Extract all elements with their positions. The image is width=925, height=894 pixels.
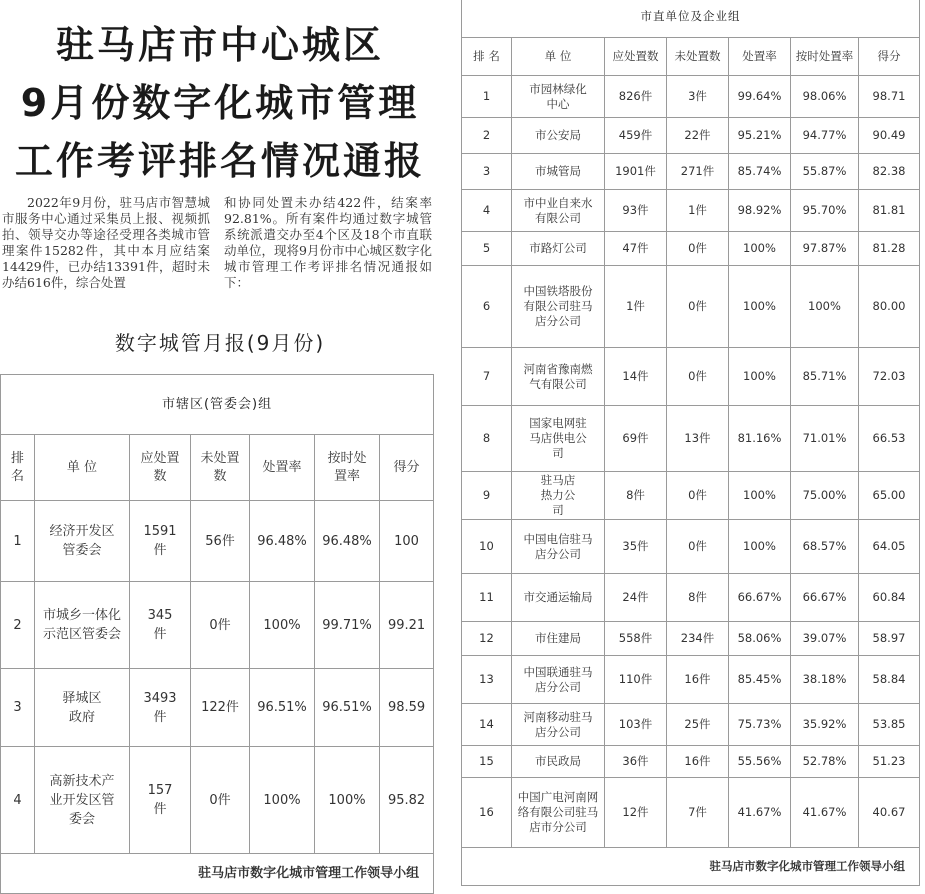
unit-cell: 市公安局 [512, 118, 605, 154]
rate-cell: 95.21% [729, 118, 791, 154]
header-score: 得分 [380, 435, 434, 501]
pending-cell: 16件 [667, 746, 729, 778]
due-cell: 558件 [605, 622, 667, 656]
header-due: 应处置数 [605, 38, 667, 76]
due-cell: 3493件 [130, 669, 191, 747]
score-cell: 95.82 [380, 747, 434, 854]
pending-cell: 13件 [667, 406, 729, 472]
due-cell: 8件 [605, 472, 667, 520]
score-cell: 51.23 [859, 746, 920, 778]
rate-cell: 96.51% [250, 669, 315, 747]
ontime-cell: 96.51% [315, 669, 380, 747]
unit-cell: 市城乡一体化示范区管委会 [35, 582, 130, 669]
table-row [462, 704, 920, 746]
rank-cell: 1 [462, 76, 512, 118]
header-pending: 未处置数 [191, 435, 250, 501]
pending-cell: 0件 [667, 232, 729, 266]
ontime-cell: 95.70% [791, 190, 859, 232]
district-ranking-table [0, 374, 434, 894]
header-rank: 排名 [1, 435, 35, 501]
ontime-cell: 35.92% [791, 704, 859, 746]
unit-cell: 市住建局 [512, 622, 605, 656]
table-row [462, 472, 920, 520]
pending-cell: 0件 [191, 582, 250, 669]
rate-cell: 96.48% [250, 501, 315, 582]
due-cell: 1591件 [130, 501, 191, 582]
table-row [462, 746, 920, 778]
ontime-cell: 94.77% [791, 118, 859, 154]
pending-cell: 0件 [667, 348, 729, 406]
score-cell: 98.71 [859, 76, 920, 118]
intro-column-2: 和协同处置未办结422件，结案率92.81%。所有案件均通过数字城管系统派遣交办至4个区及18个市直联动单位，现将9月份市中心城区数字化城市管理工作考评排名情况通报如下： [224, 195, 432, 290]
header-score: 得分 [859, 38, 920, 76]
headline-line-2: 9月份数字化城市管理 [20, 81, 420, 125]
ontime-cell: 100% [791, 266, 859, 348]
unit-cell: 高新技术产业开发区管委会 [35, 747, 130, 854]
rank-cell: 2 [462, 118, 512, 154]
rate-cell: 85.74% [729, 154, 791, 190]
score-cell: 40.67 [859, 778, 920, 848]
header-due: 应处置数 [130, 435, 191, 501]
pending-cell: 0件 [191, 747, 250, 854]
table-row [462, 520, 920, 574]
score-cell: 72.03 [859, 348, 920, 406]
unit-cell: 市园林绿化中心 [512, 76, 605, 118]
header-rank: 排 名 [462, 38, 512, 76]
unit-cell: 经济开发区管委会 [35, 501, 130, 582]
due-cell: 459件 [605, 118, 667, 154]
table-row [462, 190, 920, 232]
rank-cell: 4 [462, 190, 512, 232]
rate-cell: 66.67% [729, 574, 791, 622]
table-row [462, 778, 920, 848]
rank-cell: 11 [462, 574, 512, 622]
ontime-cell: 98.06% [791, 76, 859, 118]
rank-cell: 10 [462, 520, 512, 574]
rate-cell: 58.06% [729, 622, 791, 656]
pending-cell: 8件 [667, 574, 729, 622]
pending-cell: 0件 [667, 472, 729, 520]
pending-cell: 56件 [191, 501, 250, 582]
unit-cell: 河南移动驻马店分公司 [512, 704, 605, 746]
table-row [1, 582, 434, 669]
header-unit: 单 位 [512, 38, 605, 76]
due-cell: 103件 [605, 704, 667, 746]
ontime-cell: 100% [315, 747, 380, 854]
pending-cell: 1件 [667, 190, 729, 232]
ontime-cell: 97.87% [791, 232, 859, 266]
due-cell: 12件 [605, 778, 667, 848]
table-row [462, 406, 920, 472]
due-cell: 826件 [605, 76, 667, 118]
pending-cell: 16件 [667, 656, 729, 704]
score-cell: 80.00 [859, 266, 920, 348]
header-pending: 未处置数 [667, 38, 729, 76]
ontime-cell: 55.87% [791, 154, 859, 190]
unit-cell: 市中业自来水有限公司 [512, 190, 605, 232]
table-row [462, 266, 920, 348]
rank-cell: 13 [462, 656, 512, 704]
header-rate: 处置率 [250, 435, 315, 501]
pending-cell: 3件 [667, 76, 729, 118]
pending-cell: 0件 [667, 266, 729, 348]
unit-cell: 市路灯公司 [512, 232, 605, 266]
rank-cell: 8 [462, 406, 512, 472]
unit-cell: 中国联通驻马店分公司 [512, 656, 605, 704]
intro-column-1: 2022年9月份，驻马店市智慧城市服务中心通过采集员上报、视频抓拍、领导交办等途径受理各类城市管理案件15282件，其中本月应结案14429件，已办结13391件，超时未办结616件，综合处置 [2, 195, 210, 290]
score-cell: 66.53 [859, 406, 920, 472]
rank-cell: 3 [1, 669, 35, 747]
score-cell: 64.05 [859, 520, 920, 574]
table-row [462, 348, 920, 406]
header-ontime: 按时处置率 [791, 38, 859, 76]
enterprise-group-title: 市直单位及企业组 [462, 0, 920, 38]
rate-cell: 100% [729, 266, 791, 348]
unit-cell: 市民政局 [512, 746, 605, 778]
rate-cell: 41.67% [729, 778, 791, 848]
due-cell: 24件 [605, 574, 667, 622]
rate-cell: 55.56% [729, 746, 791, 778]
table-row [1, 747, 434, 854]
unit-cell: 中国铁塔股份有限公司驻马店分公司 [512, 266, 605, 348]
score-cell: 65.00 [859, 472, 920, 520]
ontime-cell: 66.67% [791, 574, 859, 622]
score-cell: 81.28 [859, 232, 920, 266]
rate-cell: 100% [729, 348, 791, 406]
score-cell: 60.84 [859, 574, 920, 622]
score-cell: 53.85 [859, 704, 920, 746]
table-footer: 驻马店市数字化城市管理工作领导小组 [1, 854, 434, 894]
pending-cell: 7件 [667, 778, 729, 848]
score-cell: 100 [380, 501, 434, 582]
ontime-cell: 68.57% [791, 520, 859, 574]
table-row [462, 656, 920, 704]
table-row [462, 76, 920, 118]
table-footer: 驻马店市数字化城市管理工作领导小组 [462, 848, 920, 886]
due-cell: 36件 [605, 746, 667, 778]
due-cell: 47件 [605, 232, 667, 266]
pending-cell: 271件 [667, 154, 729, 190]
rank-cell: 15 [462, 746, 512, 778]
table-row [462, 232, 920, 266]
rank-cell: 1 [1, 501, 35, 582]
headline-line-3: 工作考评排名情况通报 [14, 139, 425, 183]
ontime-cell: 38.18% [791, 656, 859, 704]
rate-cell: 100% [729, 520, 791, 574]
rate-cell: 81.16% [729, 406, 791, 472]
due-cell: 14件 [605, 348, 667, 406]
due-cell: 1件 [605, 266, 667, 348]
ontime-cell: 52.78% [791, 746, 859, 778]
rate-cell: 85.45% [729, 656, 791, 704]
score-cell: 99.21 [380, 582, 434, 669]
score-cell: 90.49 [859, 118, 920, 154]
rate-cell: 75.73% [729, 704, 791, 746]
table-row [1, 669, 434, 747]
rank-cell: 7 [462, 348, 512, 406]
header-rate: 处置率 [729, 38, 791, 76]
score-cell: 58.84 [859, 656, 920, 704]
unit-cell: 驻马店热力公司 [512, 472, 605, 520]
table-row [462, 574, 920, 622]
rank-cell: 5 [462, 232, 512, 266]
ontime-cell: 96.48% [315, 501, 380, 582]
district-group-title: 市辖区(管委会)组 [1, 375, 434, 435]
rank-cell: 2 [1, 582, 35, 669]
due-cell: 345件 [130, 582, 191, 669]
header-unit: 单 位 [35, 435, 130, 501]
ontime-cell: 99.71% [315, 582, 380, 669]
unit-cell: 市城管局 [512, 154, 605, 190]
unit-cell: 中国广电河南网络有限公司驻马店市分公司 [512, 778, 605, 848]
rate-cell: 99.64% [729, 76, 791, 118]
pending-cell: 234件 [667, 622, 729, 656]
due-cell: 69件 [605, 406, 667, 472]
ontime-cell: 71.01% [791, 406, 859, 472]
rate-cell: 98.92% [729, 190, 791, 232]
table-row [462, 154, 920, 190]
score-cell: 81.81 [859, 190, 920, 232]
ontime-cell: 75.00% [791, 472, 859, 520]
rank-cell: 16 [462, 778, 512, 848]
unit-cell: 市交通运输局 [512, 574, 605, 622]
headline-line-1: 驻马店市中心城区 [55, 23, 384, 67]
pending-cell: 25件 [667, 704, 729, 746]
rank-cell: 9 [462, 472, 512, 520]
table-row [462, 622, 920, 656]
rank-cell: 12 [462, 622, 512, 656]
enterprise-ranking-table [461, 0, 920, 886]
table-row [1, 501, 434, 582]
due-cell: 1901件 [605, 154, 667, 190]
rate-cell: 100% [250, 747, 315, 854]
rank-cell: 6 [462, 266, 512, 348]
unit-cell: 国家电网驻马店供电公司 [512, 406, 605, 472]
table-row [462, 118, 920, 154]
pending-cell: 22件 [667, 118, 729, 154]
rank-cell: 3 [462, 154, 512, 190]
score-cell: 58.97 [859, 622, 920, 656]
score-cell: 82.38 [859, 154, 920, 190]
due-cell: 93件 [605, 190, 667, 232]
due-cell: 35件 [605, 520, 667, 574]
unit-cell: 中国电信驻马店分公司 [512, 520, 605, 574]
header-ontime: 按时处置率 [315, 435, 380, 501]
due-cell: 157件 [130, 747, 191, 854]
rank-cell: 14 [462, 704, 512, 746]
pending-cell: 0件 [667, 520, 729, 574]
score-cell: 98.59 [380, 669, 434, 747]
unit-cell: 河南省豫南燃气有限公司 [512, 348, 605, 406]
unit-cell: 驿城区政府 [35, 669, 130, 747]
rank-cell: 4 [1, 747, 35, 854]
ontime-cell: 41.67% [791, 778, 859, 848]
rate-cell: 100% [250, 582, 315, 669]
ontime-cell: 39.07% [791, 622, 859, 656]
rate-cell: 100% [729, 232, 791, 266]
report-subtitle: 数字城管月报(9月份) [114, 331, 326, 355]
ontime-cell: 85.71% [791, 348, 859, 406]
rate-cell: 100% [729, 472, 791, 520]
due-cell: 110件 [605, 656, 667, 704]
pending-cell: 122件 [191, 669, 250, 747]
